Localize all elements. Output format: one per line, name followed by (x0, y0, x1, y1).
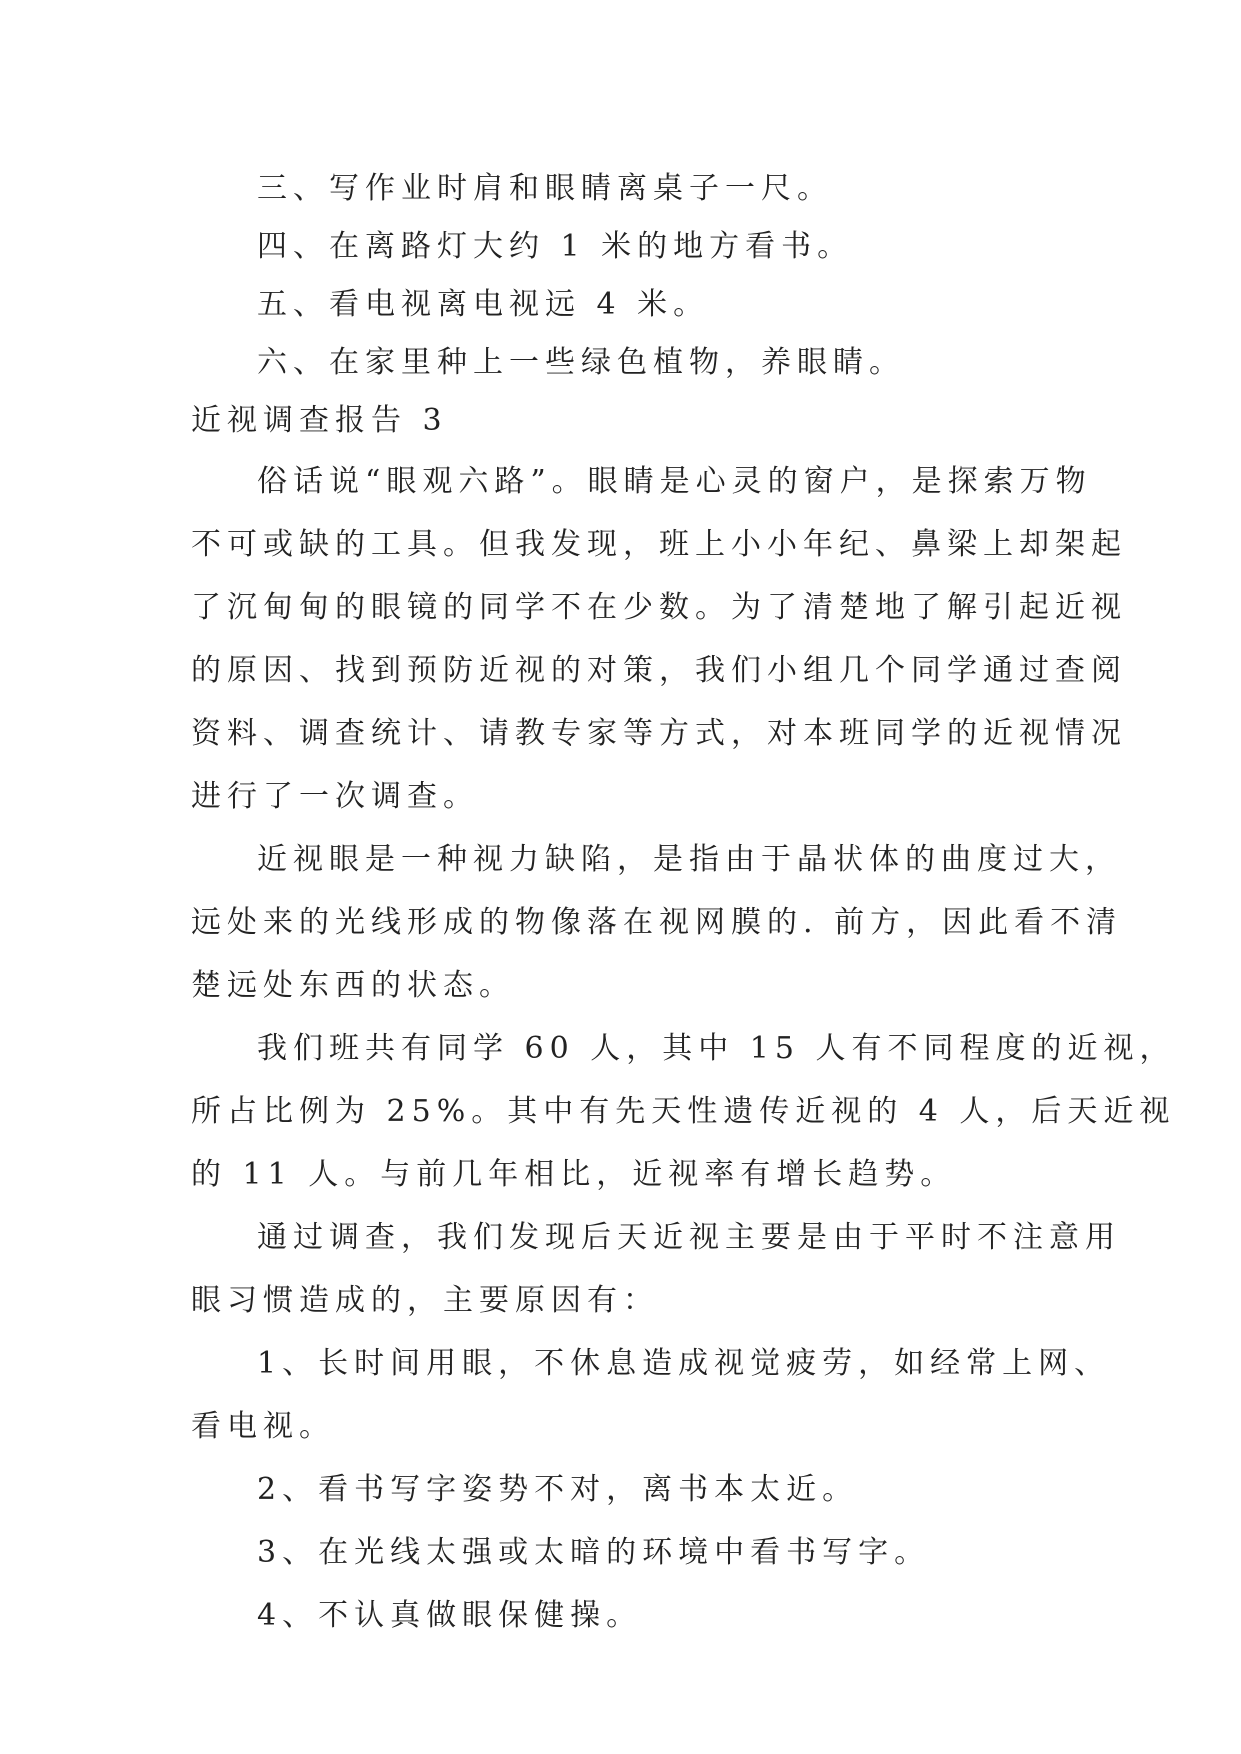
text-line: 眼习惯造成的，主要原因有： (191, 1283, 659, 1318)
text-line: 五、看电视离电视远 4 米。 (257, 287, 710, 322)
document-body (191, 160, 1176, 1647)
text-line: 俗话说“眼观六路”。眼睛是心灵的窗户，是探索万物 (257, 464, 1092, 499)
text-line: 楚远处东西的状态。 (191, 968, 515, 1003)
text-line: 近视眼是一种视力缺陷，是指由于晶状体的曲度过大， (257, 842, 1121, 877)
text-line: 进行了一次调查。 (191, 779, 479, 814)
text-line: 我们班共有同学 60 人，其中 15 人有不同程度的近视， (257, 1031, 1176, 1066)
text-line: 看电视。 (191, 1409, 335, 1444)
text-line: 三、写作业时肩和眼睛离桌子一尺。 (257, 171, 833, 206)
text-line: 六、在家里种上一些绿色植物，养眼睛。 (257, 345, 905, 380)
text-line: 3、在光线太强或太暗的环境中看书写字。 (257, 1535, 931, 1570)
text-line: 的原因、找到预防近视的对策，我们小组几个同学通过查阅 (191, 653, 1127, 688)
text-line: 了沉甸甸的眼镜的同学不在少数。为了清楚地了解引起近视 (191, 590, 1127, 625)
text-line: 4、不认真做眼保健操。 (257, 1598, 643, 1633)
text-line: 资料、调查统计、请教专家等方式，对本班同学的近视情况 (191, 716, 1127, 751)
text-line: 远处来的光线形成的物像落在视网膜的. 前方，因此看不清 (191, 905, 1123, 940)
text-line: 通过调查，我们发现后天近视主要是由于平时不注意用 (257, 1220, 1121, 1255)
text-line: 2、看书写字姿势不对，离书本太近。 (257, 1472, 859, 1507)
text-line: 1、长时间用眼，不休息造成视觉疲劳，如经常上网、 (257, 1346, 1111, 1381)
text-line: 不可或缺的工具。但我发现，班上小小年纪、鼻梁上却架起 (191, 527, 1127, 562)
section-heading: 近视调查报告 3 (191, 403, 448, 438)
text-line: 所占比例为 25%。其中有先天性遗传近视的 4 人，后天近视 (191, 1094, 1176, 1129)
text-line: 的 11 人。与前几年相比，近视率有增长趋势。 (191, 1157, 957, 1192)
text-line: 四、在离路灯大约 1 米的地方看书。 (257, 229, 854, 264)
